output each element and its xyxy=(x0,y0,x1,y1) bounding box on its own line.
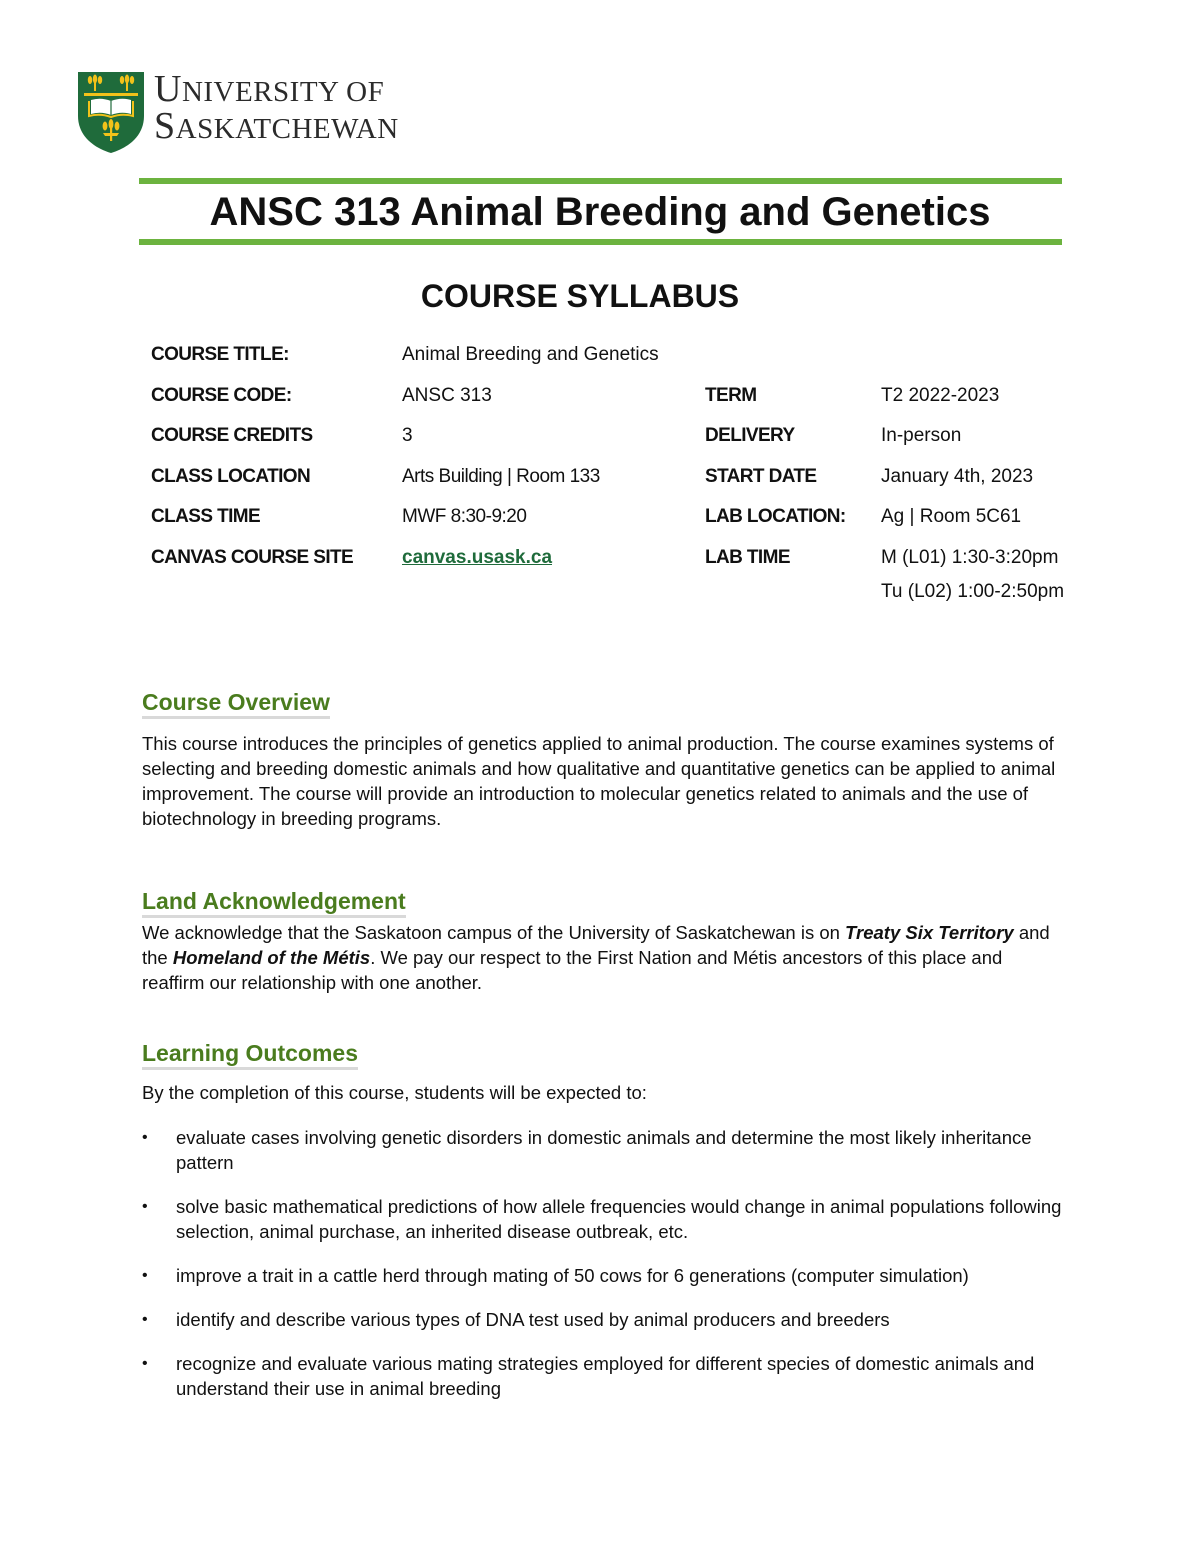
class-time-label: CLASS TIME xyxy=(151,506,261,527)
course-overview-section xyxy=(142,689,1062,831)
lab-time-value-l01: M (L01) 1:30-3:20pm xyxy=(881,546,1059,568)
page-title: ANSC 313 Animal Breeding and Genetics xyxy=(209,190,991,234)
learning-outcomes-heading: Learning Outcomes xyxy=(142,1040,358,1070)
list-item: • recognize and evaluate various mating strategies employed for different species of domestic animals and understand their use in animal breeding xyxy=(142,1351,1062,1401)
term-value: T2 2022-2023 xyxy=(881,384,1000,406)
syllabus-heading: COURSE SYLLABUS xyxy=(420,278,740,314)
land-acknowledgement-body xyxy=(142,920,1062,995)
land-text-2: and the xyxy=(142,922,1050,968)
learning-outcomes-section xyxy=(142,1040,1062,1420)
course-title-label: COURSE TITLE: xyxy=(151,344,289,365)
info-row-code xyxy=(151,381,1111,422)
learning-outcomes-intro: By the completion of this course, students will be expected to: xyxy=(142,1082,647,1103)
title-rule-top xyxy=(139,178,1062,184)
lab-time-value-l02: Tu (L02) 1:00-2:50pm xyxy=(881,580,1065,602)
lab-time-values xyxy=(881,541,1064,609)
list-item: • identify and describe various types of DNA test used by animal producers and breeders xyxy=(142,1307,1062,1332)
list-item: • improve a trait in a cattle herd through mating of 50 cows for 6 generations (computer simulation) xyxy=(142,1263,1062,1288)
title-rule-bottom xyxy=(139,239,1062,245)
lab-time-label: LAB TIME xyxy=(705,546,790,568)
lab-location-value: Ag | Room 5C61 xyxy=(881,506,1022,527)
university-name-line-1: UNIVERSITY OF xyxy=(154,68,385,110)
course-info-table xyxy=(151,340,1111,602)
university-wordmark xyxy=(154,68,399,147)
credits-label: COURSE CREDITS xyxy=(151,425,313,446)
delivery-value: In-person xyxy=(881,425,962,446)
list-item: • solve basic mathematical predictions of how allele frequencies would change in animal populations following selection, animal purchase, an inherited disease outbreak, etc. xyxy=(142,1194,1062,1244)
course-overview-heading: Course Overview xyxy=(142,689,330,719)
land-acknowledgement-section xyxy=(142,888,1062,995)
learning-outcomes-list xyxy=(142,1125,1062,1401)
course-code-label: COURSE CODE: xyxy=(151,384,292,406)
university-logo xyxy=(76,70,399,154)
info-row-canvas xyxy=(151,543,1111,602)
class-location-value: Arts Building | Room 133 xyxy=(402,465,600,487)
info-row-title xyxy=(151,340,1111,381)
class-time-value: MWF 8:30-9:20 xyxy=(402,506,527,527)
canvas-site-link[interactable]: canvas.usask.ca xyxy=(402,546,553,568)
delivery-label: DELIVERY xyxy=(705,425,795,446)
course-overview-body: This course introduces the principles of genetics applied to animal production. The course examines systems of selecting and breeding domestic animals and how qualitative and quantitative genetics can be applied to animal improvement. The course will provide an introduction to molecular genetics related to animals and the use of biotechnology in breeding programs. xyxy=(142,733,1056,829)
start-date-label: START DATE xyxy=(705,465,817,487)
canvas-site-label: CANVAS COURSE SITE xyxy=(151,546,354,568)
info-row-location xyxy=(151,462,1111,503)
course-title-value: Animal Breeding and Genetics xyxy=(402,344,659,365)
start-date-value: January 4th, 2023 xyxy=(881,465,1034,487)
info-row-credits xyxy=(151,421,1111,462)
list-item: • evaluate cases involving genetic disorders in domestic animals and determine the most likely inheritance pattern xyxy=(142,1125,1062,1175)
lab-location-label: LAB LOCATION: xyxy=(705,506,846,527)
term-label: TERM xyxy=(705,384,757,406)
class-location-label: CLASS LOCATION xyxy=(151,465,311,487)
course-code-value: ANSC 313 xyxy=(402,384,492,406)
credits-value: 3 xyxy=(402,425,413,446)
info-row-time xyxy=(151,502,1111,543)
university-crest-icon xyxy=(76,70,146,154)
land-text-1: We acknowledge that the Saskatoon campus of the University of Saskatchewan is on xyxy=(142,922,846,943)
land-emphasis-metis: Homeland of the Métis xyxy=(172,947,371,968)
university-name-line-2: SASKATCHEWAN xyxy=(154,105,399,147)
land-emphasis-treaty: Treaty Six Territory xyxy=(845,922,1014,943)
land-acknowledgement-heading: Land Acknowledgement xyxy=(142,888,406,918)
land-text-3: . We pay our respect to the First Nation and Métis ancestors of this place and reaffirm our relationship with one another. xyxy=(142,947,1003,993)
